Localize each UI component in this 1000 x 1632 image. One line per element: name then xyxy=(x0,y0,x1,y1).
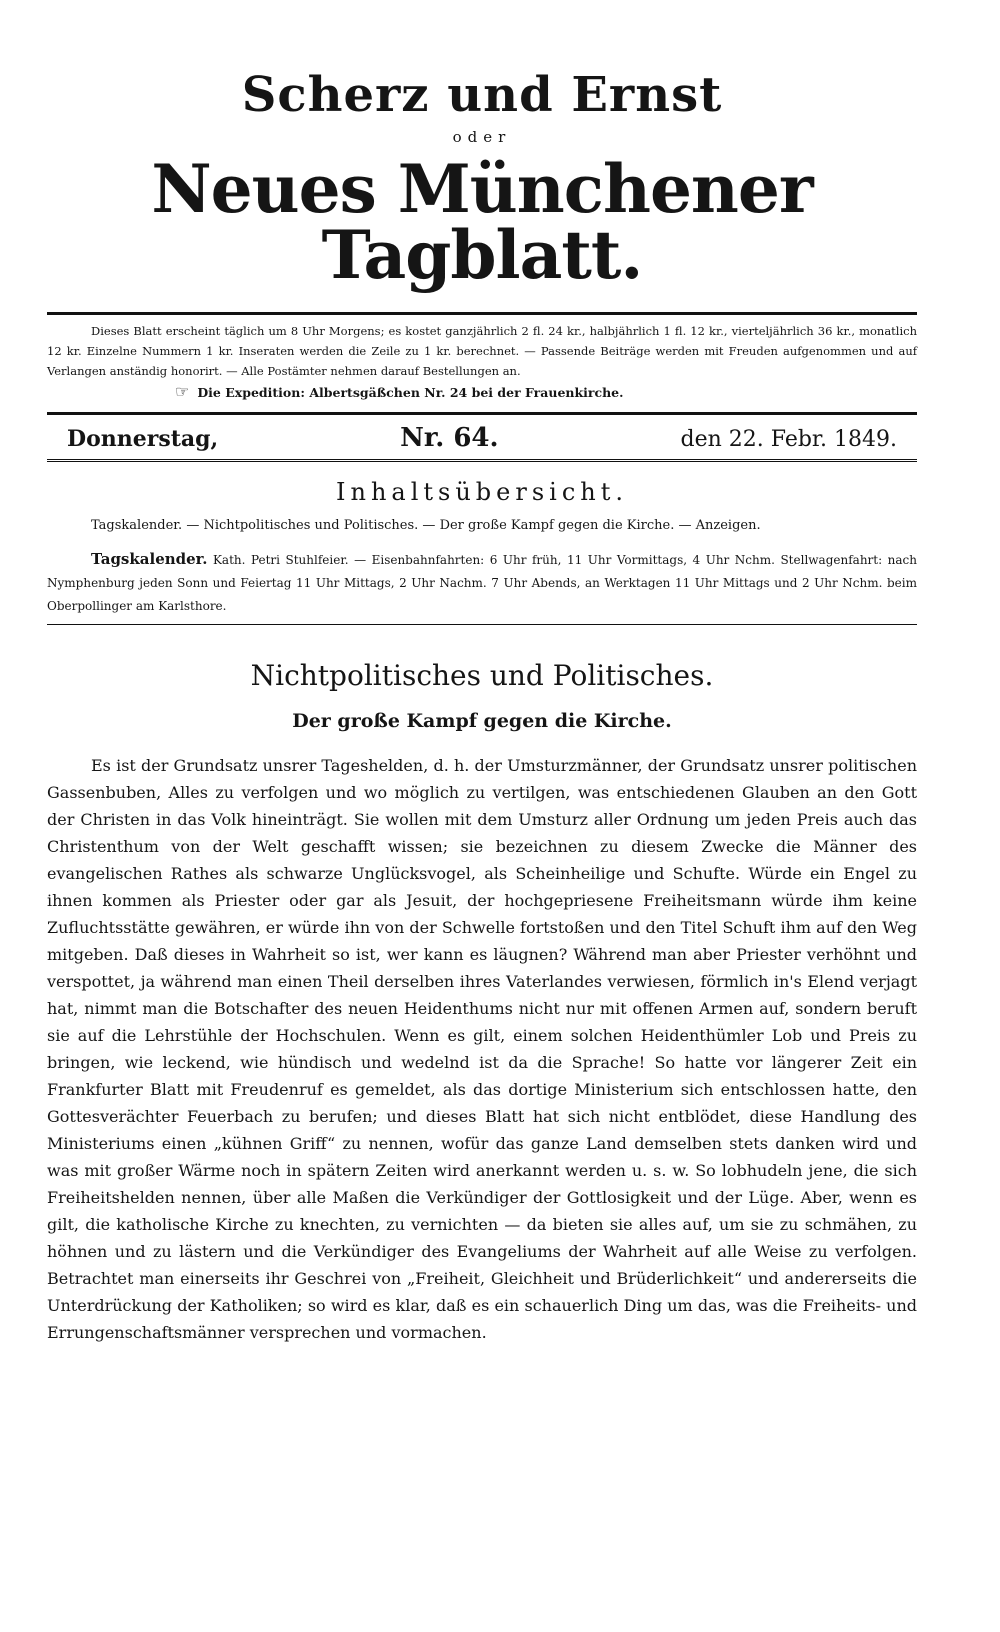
tagskalender xyxy=(47,548,917,618)
issue-number: Nr. 64. xyxy=(400,423,499,454)
section-rule xyxy=(47,624,917,625)
newspaper-page xyxy=(47,0,917,1346)
masthead-title-top: Scherz und Ernst xyxy=(241,67,723,123)
issue-date: den 22. Febr. 1849. xyxy=(680,427,897,453)
article-title: Der große Kampf gegen die Kirche. xyxy=(292,710,672,733)
expedition-line xyxy=(175,381,917,404)
dateline xyxy=(47,415,917,459)
subscription-text: Dieses Blatt erscheint täglich um 8 Uhr Morgens; es kostet ganzjährlich 2 fl. 24 kr., halbjährlich 1 fl. 12 kr., vierteljährlich 36 kr., monatlich 12 kr. Einzelne Nummern 1 kr. Inseraten werden die Zeile zu 1 kr. berechnet. — Passende Beiträge werden mit Freuden aufgenommen und auf Verlangen anständig honorirt. — Alle Postämter nehmen darauf Bestellungen an. xyxy=(47,324,917,379)
tagskalender-lead: Tagskalender. xyxy=(91,550,208,569)
pointing-hand-icon: ☞ xyxy=(175,382,190,402)
subscription-info xyxy=(47,321,917,381)
dateline-weekday: Donnerstag, xyxy=(67,426,219,453)
contents-title: Inhaltsübersicht. xyxy=(336,478,628,507)
expedition-text: Die Expedition: Albertsgäßchen Nr. 24 bei der Frauenkirche. xyxy=(197,385,624,401)
masthead-rule xyxy=(47,312,917,315)
dateline-bottom-rule xyxy=(47,459,917,464)
tagskalender-text: Kath. Petri Stuhlfeier. — Eisenbahnfahrten: 6 Uhr früh, 11 Uhr Vormittags, 4 Uhr Nchm. Stellwagenfahrt: nach Nymphenburg jeden Sonn und Feiertag 11 Uhr Mittags, 2 Uhr Nachm. 7 Uhr Abends, an Werktagen 11 Uhr Mittags und 2 Uhr Nchm. beim Oberpollinger am Karlsthore. xyxy=(47,553,917,614)
section-title: Nichtpolitisches und Politisches. xyxy=(250,659,714,693)
masthead-oder: oder xyxy=(452,128,512,147)
masthead-title-main: Neues Münchener Tagblatt. xyxy=(151,150,813,295)
contents-list: Tagskalender. — Nichtpolitisches und Politisches. — Der große Kampf gegen die Kirche. — Anzeigen. xyxy=(91,518,761,534)
article-body: Es ist der Grundsatz unsrer Tageshelden, d. h. der Umsturzmänner, der Grundsatz unsrer politischen Gassenbuben, Alles zu verfolgen und wo möglich zu vertilgen, was entschiedenen Glauben an den Gott der Christen in das Volk hineinträgt. Sie wollen mit dem Umsturz aller Ordnung um jeden Preis auch das Christenthum von der Welt geschafft wissen; sie bezeichnen zu diesem Zwecke die Männer des evangelischen Rathes als schwarze Unglücksvogel, als Scheinheilige und Schufte. Würde ein Engel zu ihnen kommen als Priester oder gar als Jesuit, der hochgepriesene Freiheitsmann würde ihm keine Zufluchtsstätte gewähren, er würde ihn von der Schwelle fortstoßen und den Titel Schuft ihm auf den Weg mitgeben. Daß dieses in Wahrheit so ist, wer kann es läugnen? Während man aber Priester verhöhnt und verspottet, ja während man einen Theil derselben ihres Vaterlandes verwiesen, förmlich in's Elend verjagt hat, nimmt man die Botschafter des neuen Heidenthums nicht nur mit offenen Armen auf, sondern beruft sie auf die Lehrstühle der Hochschulen. Wenn es gilt, einem solchen Heidenthümler Lob und Preis zu bringen, wie leckend, wie hündisch und wedelnd ist da die Sprache! So hatte vor längerer Zeit ein Frankfurter Blatt mit Freudenruf es gemeldet, als das dortige Ministerium sich entschlossen hatte, den Gottesverächter Feuerbach zu berufen; und dieses Blatt hat sich nicht entblödet, diese Handlung des Ministeriums einen „kühnen Griff“ zu nennen, wofür das ganze Land demselben stets danken wird und was mit großer Wärme noch in spätern Zeiten wird anerkannt werden u. s. w. So lobhudeln jene, die sich Freiheitshelden nennen, über alle Maßen die Verkündiger der Gottlosigkeit und der Lüge. Aber, wenn es gilt, die katholische Kirche zu knechten, zu vernichten — da bieten sie alles auf, um sie zu schmähen, zu höhnen und zu lästern und die Verkündiger des Evangeliums der Wahrheit auf alle Weise zu verfolgen. Betrachtet man einerseits ihr Geschrei von „Freiheit, Gleichheit und Brüderlichkeit“ und andererseits die Unterdrückung der Katholiken; so wird es klar, daß es ein schauerlich Ding um das, was die Freiheits- und Errungenschaftsmänner versprechen und vormachen. xyxy=(47,756,917,1343)
